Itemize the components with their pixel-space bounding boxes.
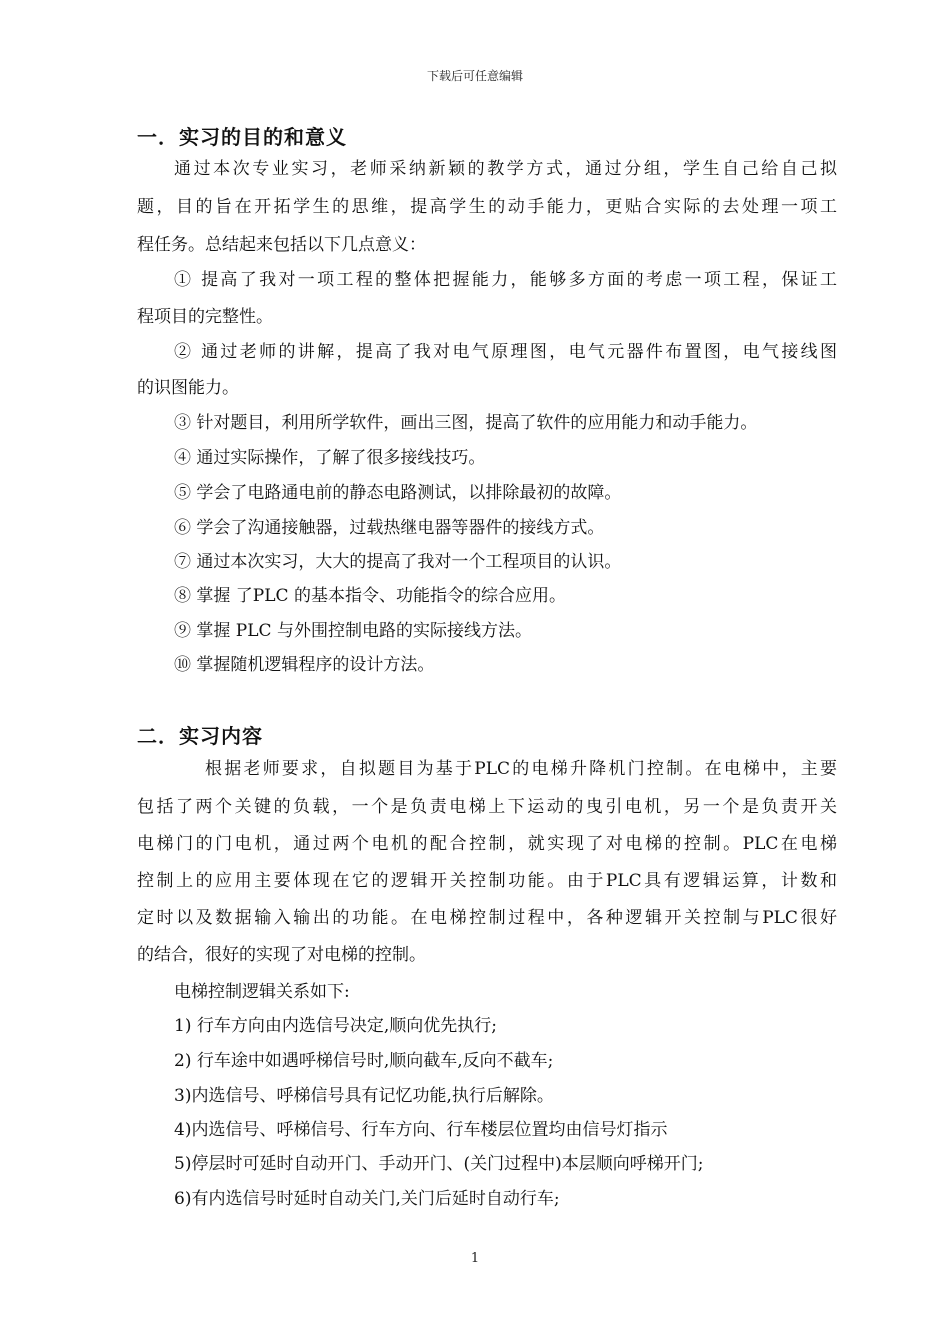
paragraph-line: 根据老师要求，自拟题目为基于PLC的电梯升降机门控制。在电梯中，主要 (205, 759, 837, 779)
logic-rule: 5)停层时可延时自动开门、手动开门、(关门过程中)本层顺向呼梯开门; (174, 1154, 704, 1174)
paragraph-line: 控制上的应用主要体现在它的逻辑开关控制功能。由于PLC具有逻辑运算，计数和 (137, 871, 837, 891)
list-item: ① 提高了我对一项工程的整体把握能力，能够多方面的考虑一项工程，保证工 (174, 270, 837, 290)
list-item: ⑤ 学会了电路通电前的静态电路测试，以排除最初的故障。 (174, 483, 622, 503)
paragraph-line: 题，目的旨在开拓学生的思维，提高学生的动手能力，更贴合实际的去处理一项工 (137, 197, 837, 217)
paragraph-line: 通过本次专业实习，老师采纳新颖的教学方式，通过分组，学生自己给自己拟 (174, 159, 837, 179)
paragraph-line: 定时以及数据输入输出的功能。在电梯控制过程中，各种逻辑开关控制与PLC很好 (137, 908, 837, 928)
paragraph-line: 电梯门的门电机，通过两个电机的配合控制，就实现了对电梯的控制。PLC在电梯 (137, 834, 837, 854)
logic-rule: 6)有内选信号时延时自动关门,关门后延时自动行车; (174, 1189, 560, 1209)
paragraph-line: 的结合，很好的实现了对电梯的控制。 (137, 945, 426, 965)
list-item: ③ 针对题目，利用所学软件，画出三图，提高了软件的应用能力和动手能力。 (174, 413, 758, 433)
page-header: 下载后可任意编辑 (426, 69, 523, 83)
section-heading-content: 二．实习内容 (137, 724, 263, 748)
list-item: ④ 通过实际操作，了解了很多接线技巧。 (174, 448, 486, 468)
list-item-continuation: 程项目的完整性。 (137, 307, 273, 327)
logic-rule: 4)内选信号、呼梯信号、行车方向、行车楼层位置均由信号灯指示 (174, 1120, 668, 1140)
list-item: ⑨ 掌握 PLC 与外围控制电路的实际接线方法。 (174, 621, 532, 641)
paragraph-line: 程任务。总结起来包括以下几点意义： (137, 235, 426, 255)
list-item: ② 通过老师的讲解，提高了我对电气原理图，电气元器件布置图，电气接线图 (174, 342, 837, 362)
logic-rule: 2) 行车途中如遇呼梯信号时,顺向截车,反向不截车; (174, 1051, 554, 1071)
list-item: ⑥ 学会了沟通接触器，过载热继电器等器件的接线方式。 (174, 518, 605, 538)
paragraph-line: 包括了两个关键的负载，一个是负责电梯上下运动的曳引电机，另一个是负责开关 (137, 797, 837, 817)
logic-rule: 3)内选信号、呼梯信号具有记忆功能,执行后解除。 (174, 1086, 554, 1106)
section-heading-purpose: 一．实习的目的和意义 (137, 125, 347, 149)
list-item-continuation: 的识图能力。 (137, 378, 239, 398)
list-item: ⑧ 掌握 了PLC 的基本指令、功能指令的综合应用。 (174, 586, 566, 606)
page-number: 1 (470, 1251, 480, 1266)
list-item: ⑩ 掌握随机逻辑程序的设计方法。 (174, 655, 435, 675)
logic-intro: 电梯控制逻辑关系如下: (174, 982, 350, 1002)
logic-rule: 1) 行车方向由内选信号决定,顺向优先执行; (174, 1016, 497, 1036)
list-item: ⑦ 通过本次实习，大大的提高了我对一个工程项目的认识。 (174, 552, 622, 572)
